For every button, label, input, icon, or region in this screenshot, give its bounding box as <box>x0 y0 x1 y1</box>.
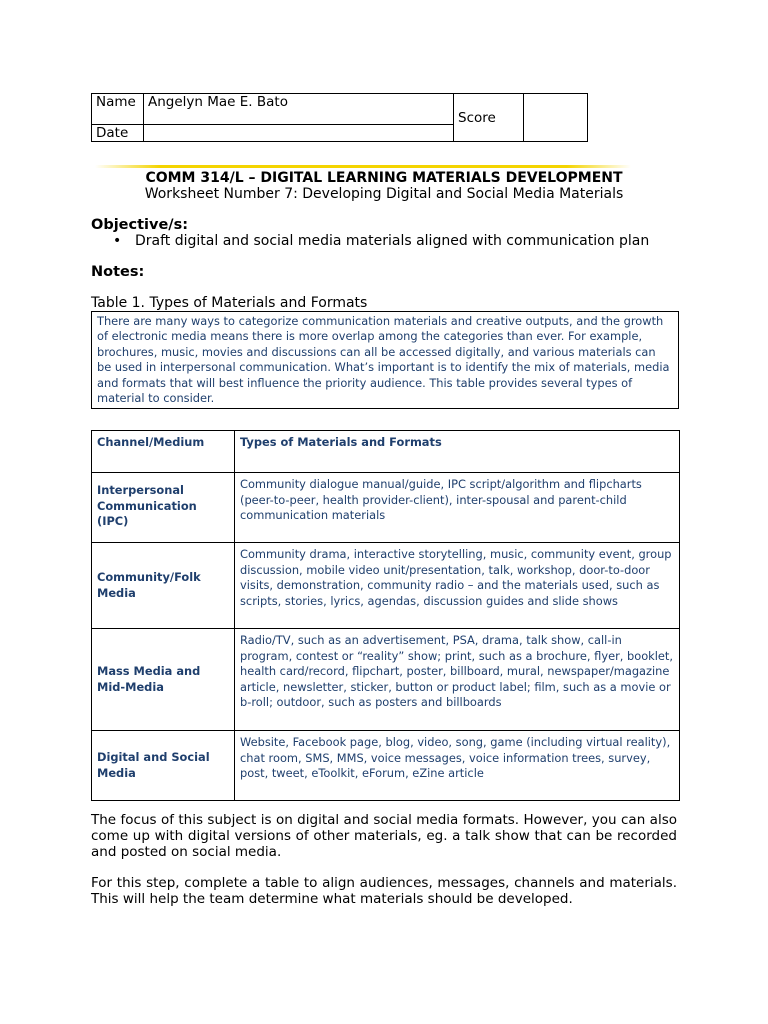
channel-cell: Interpersonal Communication (IPC) <box>92 473 235 543</box>
worksheet-title: Worksheet Number 7: Developing Digital and Social Media Materials <box>144 186 624 202</box>
channel-cell: Community/Folk Media <box>92 543 235 629</box>
objective-heading: Objective/s: <box>91 217 189 233</box>
course-title: COMM 314/L – DIGITAL LEARNING MATERIALS DEVELOPMENT <box>145 170 623 186</box>
date-label: Date <box>92 125 144 142</box>
materials-formats-table <box>91 430 680 801</box>
table-row <box>92 473 680 543</box>
table-caption: Table 1. Types of Materials and Formats <box>91 295 368 311</box>
formats-cell: Website, Facebook page, blog, video, song, game (including virtual reality), chat room, SMS, MMS, voice messages, voice information trees, survey, post, tweet, eToolkit, eForum, eZine article <box>235 731 680 801</box>
bullet-icon: • <box>113 233 122 249</box>
formats-cell: Radio/TV, such as an advertisement, PSA, drama, talk show, call-in program, contest or “reality” show; print, such as a brochure, flyer, booklet, health card/record, flipchart, poster, billboard, mural, newspaper/magazine article, newsletter, sticker, button or product label; film, such as a movie or b-roll; outdoor, such as posters and billboards <box>235 629 680 731</box>
focus-paragraph: The focus of this subject is on digital and social media formats. However, you can also come up with digital versions of other materials, eg. a talk show that can be recorded and posted on social media. <box>91 812 677 860</box>
header-formats: Types of Materials and Formats <box>235 431 680 473</box>
table-row <box>92 629 680 731</box>
score-value[interactable] <box>524 94 588 142</box>
table-row <box>92 731 680 801</box>
date-value[interactable] <box>144 125 454 142</box>
channel-cell: Digital and Social Media <box>92 731 235 801</box>
objective-item: Draft digital and social media materials aligned with communication plan <box>135 233 650 249</box>
table-header-row <box>92 431 680 473</box>
table-intro-box: There are many ways to categorize communication materials and creative outputs, and the growth of electronic media means there is more overlap among the categories than ever. For example, brochures, music, movies and discussions can all be accessed digitally, and various materials can be used in interpersonal communication. What’s important is to identify the mix of materials, media and formats that will best influence the priority audience. This table provides several types of material to consider. <box>91 311 679 409</box>
step-paragraph: For this step, complete a table to align audiences, messages, channels and materials. This will help the team determine what materials should be developed. <box>91 875 677 907</box>
formats-cell: Community drama, interactive storytelling, music, community event, group discussion, mobile video unit/presentation, talk, workshop, door-to-door visits, demonstration, community radio – and the materials used, such as scripts, stories, lyrics, agendas, discussion guides and slide shows <box>235 543 680 629</box>
title-divider <box>95 165 631 168</box>
name-label: Name <box>92 94 144 125</box>
score-label: Score <box>454 94 524 142</box>
header-channel: Channel/Medium <box>92 431 235 473</box>
table-row <box>92 543 680 629</box>
notes-heading: Notes: <box>91 264 145 280</box>
name-value[interactable]: Angelyn Mae E. Bato <box>144 94 454 125</box>
student-info-table <box>91 93 588 142</box>
channel-cell: Mass Media and Mid-Media <box>92 629 235 731</box>
formats-cell: Community dialogue manual/guide, IPC script/algorithm and flipcharts (peer-to-peer, health provider-client), inter-spousal and parent-child communication materials <box>235 473 680 543</box>
